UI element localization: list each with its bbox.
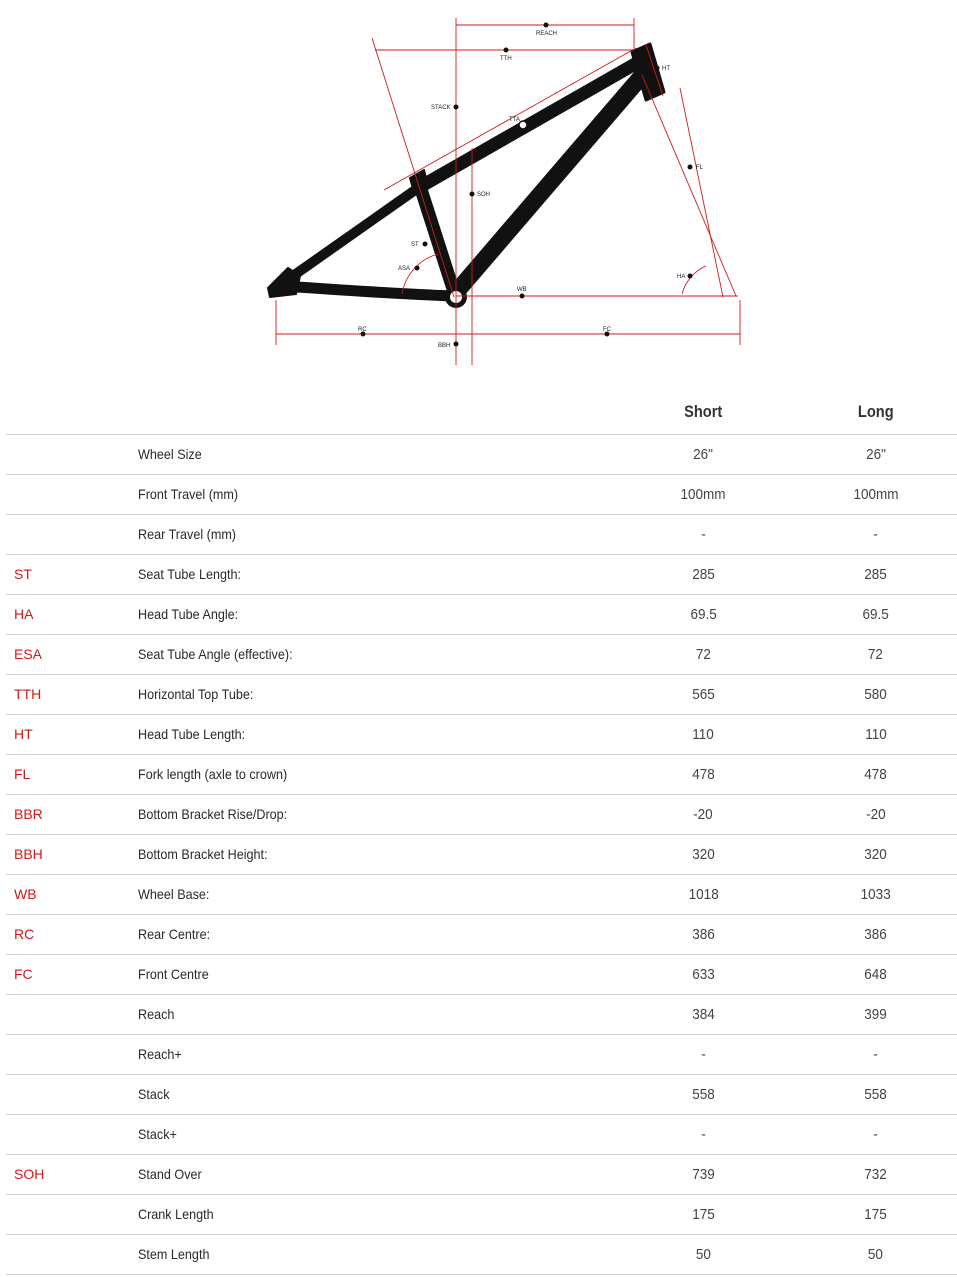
label-ht: HT bbox=[662, 66, 670, 72]
row-name: Rear Travel (mm) bbox=[138, 514, 612, 554]
row-code: ESA bbox=[6, 634, 138, 674]
table-row bbox=[6, 1234, 957, 1274]
row-code bbox=[6, 474, 138, 514]
row-value-long: 320 bbox=[794, 834, 957, 874]
table-row bbox=[6, 474, 957, 514]
row-value-long: 399 bbox=[794, 994, 957, 1034]
label-fc: FC bbox=[603, 327, 611, 333]
row-name: Head Tube Length: bbox=[138, 714, 612, 754]
row-code bbox=[6, 994, 138, 1034]
label-st: ST bbox=[411, 242, 419, 248]
row-value-long: 175 bbox=[794, 1194, 957, 1234]
row-name: Horizontal Top Tube: bbox=[138, 674, 612, 714]
table-row bbox=[6, 1074, 957, 1114]
row-value-short: - bbox=[612, 1114, 794, 1154]
row-code bbox=[6, 1234, 138, 1274]
row-value-short: 739 bbox=[612, 1154, 794, 1194]
table-row bbox=[6, 1154, 957, 1194]
row-value-long: 26" bbox=[794, 434, 957, 474]
row-code: RC bbox=[6, 914, 138, 954]
row-value-long: 50 bbox=[794, 1234, 957, 1274]
table-row bbox=[6, 874, 957, 914]
label-bbh: BBH bbox=[438, 343, 451, 349]
row-value-long: 72 bbox=[794, 634, 957, 674]
row-value-long: 580 bbox=[794, 674, 957, 714]
row-value-short: 478 bbox=[612, 754, 794, 794]
table-row bbox=[6, 634, 957, 674]
row-value-long: 100mm bbox=[794, 474, 957, 514]
row-name: Bottom Bracket Rise/Drop: bbox=[138, 794, 612, 834]
row-name: Wheel Size bbox=[138, 434, 612, 474]
row-value-long: 558 bbox=[794, 1074, 957, 1114]
table-row bbox=[6, 914, 957, 954]
table-row bbox=[6, 714, 957, 754]
row-name: Bottom Bracket Height: bbox=[138, 834, 612, 874]
label-reach: REACH bbox=[536, 31, 558, 37]
row-value-long: 285 bbox=[794, 554, 957, 594]
row-value-short: 50 bbox=[612, 1234, 794, 1274]
row-name: Fork length (axle to crown) bbox=[138, 754, 612, 794]
table-row bbox=[6, 1194, 957, 1234]
row-name: Reach bbox=[138, 994, 612, 1034]
label-fl: FL bbox=[696, 165, 704, 171]
row-code: FC bbox=[6, 954, 138, 994]
row-value-short: 285 bbox=[612, 554, 794, 594]
row-value-short: 72 bbox=[612, 634, 794, 674]
row-code: BBR bbox=[6, 794, 138, 834]
table-header-row bbox=[6, 390, 957, 434]
label-stack: STACK bbox=[431, 105, 451, 111]
row-value-long: 69.5 bbox=[794, 594, 957, 634]
geometry-rows bbox=[6, 434, 957, 1274]
row-value-long: 732 bbox=[794, 1154, 957, 1194]
row-value-short: 386 bbox=[612, 914, 794, 954]
frame-geometry-diagram bbox=[0, 0, 957, 380]
row-value-short: 69.5 bbox=[612, 594, 794, 634]
row-value-long: 386 bbox=[794, 914, 957, 954]
frame-silhouette bbox=[268, 44, 664, 297]
row-value-short: 320 bbox=[612, 834, 794, 874]
row-value-short: - bbox=[612, 1034, 794, 1074]
table-row bbox=[6, 514, 957, 554]
row-name: Reach+ bbox=[138, 1034, 612, 1074]
row-name: Stem Length bbox=[138, 1234, 612, 1274]
label-asa: ASA bbox=[398, 266, 411, 272]
table-row bbox=[6, 954, 957, 994]
table-row bbox=[6, 1034, 957, 1074]
row-value-short: 1018 bbox=[612, 874, 794, 914]
row-name: Rear Centre: bbox=[138, 914, 612, 954]
row-value-long: 648 bbox=[794, 954, 957, 994]
row-code: HA bbox=[6, 594, 138, 634]
row-name: Front Centre bbox=[138, 954, 612, 994]
table-row bbox=[6, 754, 957, 794]
row-code: WB bbox=[6, 874, 138, 914]
row-code: BBH bbox=[6, 834, 138, 874]
label-rc: RC bbox=[358, 327, 367, 333]
column-header-long: Long bbox=[857, 401, 894, 421]
geometry-table bbox=[6, 390, 957, 1275]
row-name: Seat Tube Length: bbox=[138, 554, 612, 594]
row-value-long: 1033 bbox=[794, 874, 957, 914]
row-code bbox=[6, 1194, 138, 1234]
table-row bbox=[6, 674, 957, 714]
row-code: TTH bbox=[6, 674, 138, 714]
label-tth: TTH bbox=[500, 56, 512, 62]
row-name: Stack bbox=[138, 1074, 612, 1114]
row-value-short: 175 bbox=[612, 1194, 794, 1234]
row-value-short: 26" bbox=[612, 434, 794, 474]
row-value-short: - bbox=[612, 514, 794, 554]
row-value-long: 110 bbox=[794, 714, 957, 754]
table-row bbox=[6, 1114, 957, 1154]
row-code: ST bbox=[6, 554, 138, 594]
row-value-long: - bbox=[794, 1114, 957, 1154]
row-value-short: 558 bbox=[612, 1074, 794, 1114]
row-code bbox=[6, 1034, 138, 1074]
row-name: Front Travel (mm) bbox=[138, 474, 612, 514]
row-value-short: 110 bbox=[612, 714, 794, 754]
row-code bbox=[6, 434, 138, 474]
label-soh: SOH bbox=[477, 192, 491, 198]
row-code: HT bbox=[6, 714, 138, 754]
column-header-short: Short bbox=[684, 401, 723, 421]
row-code bbox=[6, 1114, 138, 1154]
row-value-long: -20 bbox=[794, 794, 957, 834]
table-row bbox=[6, 554, 957, 594]
row-name: Seat Tube Angle (effective): bbox=[138, 634, 612, 674]
row-value-long: - bbox=[794, 1034, 957, 1074]
table-row bbox=[6, 834, 957, 874]
label-wb: WB bbox=[517, 287, 527, 293]
row-name: Stack+ bbox=[138, 1114, 612, 1154]
row-value-short: -20 bbox=[612, 794, 794, 834]
row-name: Stand Over bbox=[138, 1154, 612, 1194]
row-value-long: 478 bbox=[794, 754, 957, 794]
row-value-short: 565 bbox=[612, 674, 794, 714]
table-row bbox=[6, 794, 957, 834]
table-row bbox=[6, 434, 957, 474]
label-ha: HA bbox=[677, 274, 686, 280]
row-code bbox=[6, 514, 138, 554]
row-name: Head Tube Angle: bbox=[138, 594, 612, 634]
row-value-long: - bbox=[794, 514, 957, 554]
row-code: FL bbox=[6, 754, 138, 794]
row-value-short: 384 bbox=[612, 994, 794, 1034]
row-value-short: 100mm bbox=[612, 474, 794, 514]
row-code: SOH bbox=[6, 1154, 138, 1194]
dimension-lines bbox=[276, 18, 740, 365]
table-row bbox=[6, 994, 957, 1034]
label-tta: TTA bbox=[509, 117, 520, 123]
row-value-short: 633 bbox=[612, 954, 794, 994]
row-name: Crank Length bbox=[138, 1194, 612, 1234]
row-name: Wheel Base: bbox=[138, 874, 612, 914]
table-row bbox=[6, 594, 957, 634]
row-code bbox=[6, 1074, 138, 1114]
